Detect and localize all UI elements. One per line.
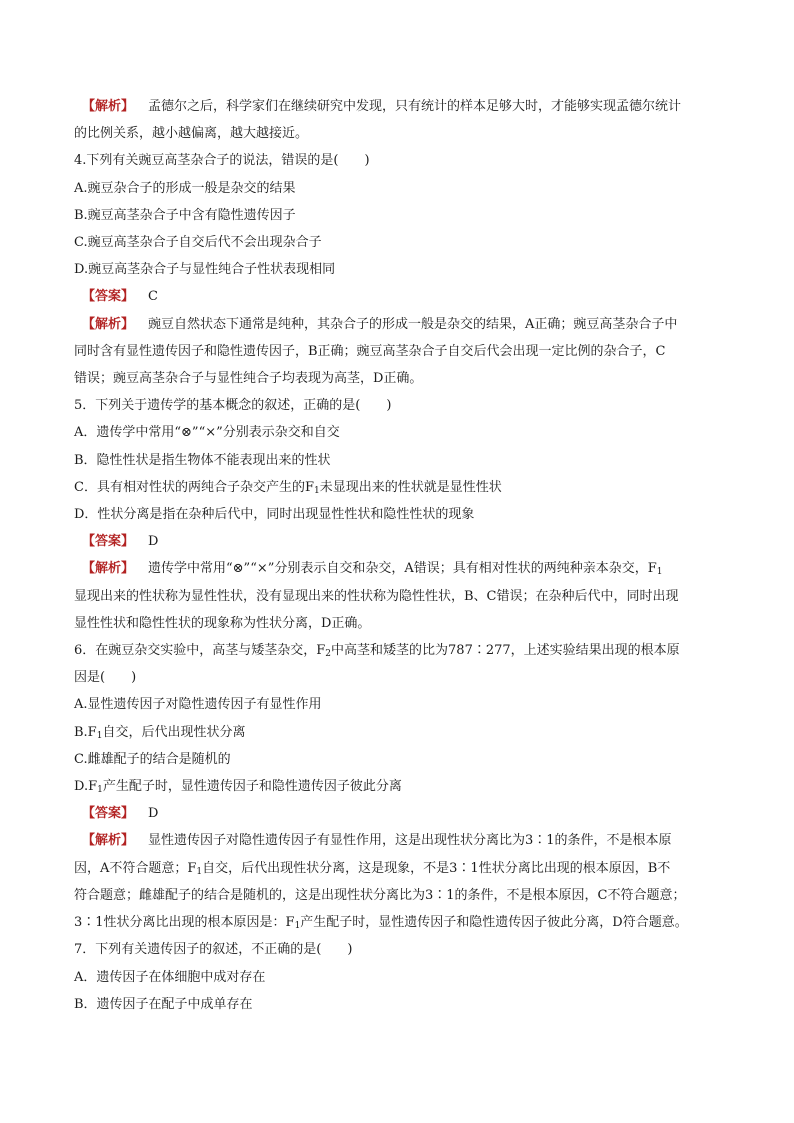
- q6-analysis: 【解析】 显性遗传因子对隐性遗传因子有显性作用，这是出现性状分离比为3∶1的条件，不是根本原: [82, 833, 672, 849]
- q5-option-a: A．遗传学中常用“⊗”“×”分别表示杂交和自交: [74, 425, 340, 441]
- question-5-stem: 5．下列关于遗传学的基本概念的叙述，正确的是( ): [74, 398, 392, 414]
- q5-answer: [74, 528, 724, 555]
- q6-analysis-line: 符合题意；雌雄配子的结合是随机的，这是出现性状分离比为3∶1的条件，不是根本原因，C不符合题意；: [74, 887, 686, 903]
- answer-label: 【答案】: [82, 289, 135, 305]
- analysis-line: 【解析】 孟德尔之后，科学家们在继续研究中发现，只有统计的样本足够大时，才能够实现孟德尔统计: [82, 99, 682, 114]
- q4-analysis-line: 同时含有显性遗传因子和隐性遗传因子，B正确；豌豆高茎杂合子自交后代会出现一定比例的杂合子，C: [74, 343, 666, 359]
- answer-value: D: [148, 534, 159, 550]
- question-4-stem: 4.下列有关豌豆高茎杂合子的说法，错误的是( ): [74, 153, 370, 169]
- q6-option-d: $D.F_1$产生配子时，显性遗传因子和隐性遗传因子彼此分离: [74, 779, 402, 796]
- q6-option-b: $B.F_1$自交，后代出现性状分离: [74, 724, 246, 741]
- question-6-stem-cont: 因是( ): [74, 670, 137, 686]
- q4-answer: [74, 283, 724, 310]
- q7-option-b: B．遗传因子在配子中成单存在: [74, 996, 253, 1012]
- question-7-stem: 7．下列有关遗传因子的叙述，不正确的是( ): [74, 942, 353, 958]
- analysis-label: 【解析】: [82, 99, 135, 114]
- q4-analysis: 【解析】 豌豆自然状态下通常是纯种，其杂合子的形成一般是杂交的结果，A正确；豌豆高茎杂合子中: [82, 316, 678, 332]
- answer-label: 【答案】: [82, 806, 135, 822]
- q5-option-c: C．具有相对性状的两纯合子杂交产生的$F_1$未显现出来的性状就是显性性状: [74, 479, 502, 496]
- analysis-label: 【解析】: [82, 316, 135, 332]
- q4-option-c: C.豌豆高茎杂合子自交后代不会出现杂合子: [74, 235, 322, 251]
- q6-answer: [74, 800, 724, 827]
- q6-analysis-line: 3∶1性状分离比出现的根本原因是：$F_1$产生配子时，显性遗传因子和隐性遗传因子彼此分离，D符合题意。: [74, 915, 688, 932]
- q6-option-c: C.雌雄配子的结合是随机的: [74, 751, 231, 767]
- analysis-label: 【解析】: [82, 833, 135, 849]
- q4-option-b: B.豌豆高茎杂合子中含有隐性遗传因子: [74, 207, 296, 223]
- q5-analysis-line: 显性性状和隐性性状的现象称为性状分离，D正确。: [74, 615, 371, 631]
- q5-analysis-line: 显现出来的性状称为显性性状，没有显现出来的性状称为隐性性状，B、C错误；在杂种后代中，同时出现: [74, 588, 679, 604]
- question-6-stem: 6．在豌豆杂交实验中，高茎与矮茎杂交，$F_2$中高茎和矮茎的比为787∶277，上述实验结果出现的根本原: [74, 643, 680, 660]
- q6-option-a: A.显性遗传因子对隐性遗传因子有显性作用: [74, 697, 322, 713]
- answer-value: D: [148, 806, 159, 822]
- q7-option-a: A．遗传因子在体细胞中成对存在: [74, 969, 266, 985]
- q4-option-a: A.豌豆杂合子的形成一般是杂交的结果: [74, 180, 296, 196]
- analysis-line: 的比例关系，越小越偏离，越大越接近。: [74, 126, 309, 142]
- document-body: [74, 93, 724, 1018]
- q4-option-d: D.豌豆高茎杂合子与显性纯合子性状表现相同: [74, 262, 336, 278]
- answer-value: C: [148, 289, 158, 305]
- analysis-label: 【解析】: [82, 561, 135, 577]
- q5-analysis: 【解析】 遗传学中常用“⊗”“×”分别表示自交和杂交，A错误；具有相对性状的两纯种亲本杂交，$F_1$: [82, 561, 663, 578]
- q5-option-b: B．隐性性状是指生物体不能表现出来的性状: [74, 452, 331, 468]
- q4-analysis-line: 错误；豌豆高茎杂合子与显性纯合子均表现为高茎，D正确。: [74, 371, 423, 387]
- answer-label: 【答案】: [82, 534, 135, 550]
- q5-option-d: D．性状分离是指在杂种后代中，同时出现显性性状和隐性性状的现象: [74, 507, 475, 523]
- q6-analysis-line: 因，A不符合题意；$F_1$自交，后代出现性状分离，这是现象，不是3∶1性状分离比出现的根本原因，B不: [74, 860, 671, 877]
